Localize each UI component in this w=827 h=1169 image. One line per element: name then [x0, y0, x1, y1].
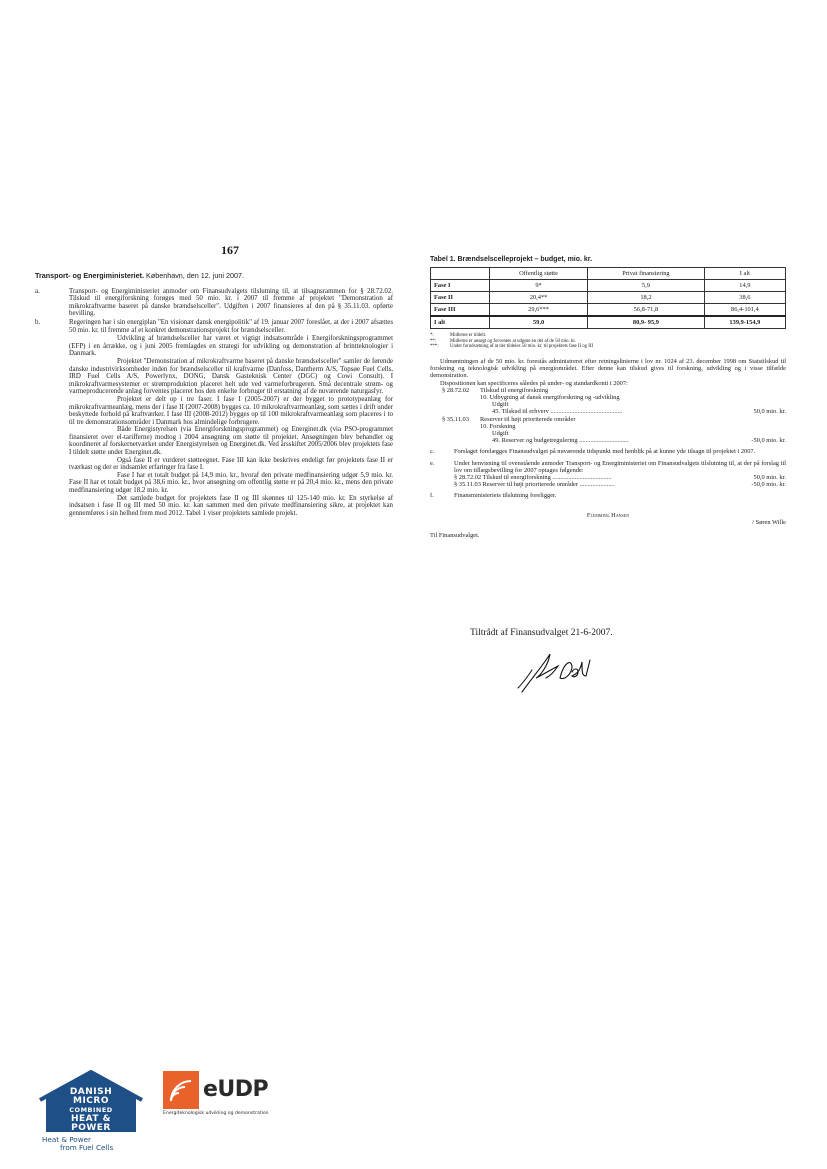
logo-line: POWER [71, 1123, 111, 1133]
tagline-line: from Fuel Cells [60, 1143, 114, 1152]
table-title: Tabel 1. Brændselscelleprojekt – budget, mio. kr. [430, 256, 593, 263]
section-text: Finansministeriets tilslutning foreligger. [454, 492, 557, 500]
paragraph: Fase I har et totalt budget på 14,9 mio. kr., hvoraf den private medfinansiering udgør 5,9 mio. kr. Fase II har et totalt budget på 38,6 mio. kr., hvor ansøgning om offentlig støtte er på 20,4 mio. kr., mens den private medfinansiering udgør 18,2 mio. kr. [69, 471, 393, 495]
ministry-name: Transport- og Energiministeriet. [35, 271, 145, 280]
table-cell: 86,4-101,4 [704, 304, 785, 317]
paragraph: Udvikling af brændselsceller har været et vigtigt indsatsområde i Energiforskningsprogrammet (EFP) i en årrække, og i juni 2005 fremlagdes en strategi for udvikling og demonstration af brintteknologier i Danmark. [69, 335, 393, 358]
section-text: Under henvisning til ovenstående anmoder Transport- og Energiministeriet om Finansudvalgets tilslutning til, at der på forslag til lov om tillægsbevilling for 2007 optages følgende: [454, 459, 786, 474]
section-b [35, 319, 393, 334]
table-cell: 38,6 [704, 292, 785, 304]
note-text: Midlerne er ansøgt og forventes at udgøre en del af de 50 mio. kr. [450, 338, 576, 344]
account-line: 49. Reserver og budgetregulering ............................... [492, 437, 629, 445]
account-code: § 28.72.02 [442, 386, 470, 394]
table-note [430, 344, 786, 350]
note-text: Under forudsætning af at der tildeles 50 mio. kr. til projektets fase II og III [450, 344, 594, 350]
account-desc: Tilskud til energiforskning [480, 386, 549, 394]
table-cell: Fase I [431, 280, 490, 292]
dmchp-wordmark [58, 1088, 124, 1133]
appropriation-amount: -50,0 mio. kr. [751, 481, 786, 489]
table-notes [430, 333, 786, 350]
table-cell: 18,2 [588, 292, 705, 304]
recipient: Til Finansudvalget. [430, 532, 480, 540]
left-column [35, 272, 393, 517]
section-label: a. [35, 287, 40, 295]
table-cell: 56,8-71,8 [588, 304, 705, 317]
appropriation-amount: 50,0 mio. kr. [753, 474, 786, 482]
section-c [430, 448, 786, 455]
logo-line: MICRO [73, 1096, 109, 1106]
section-label: c. [430, 448, 435, 456]
section-label: e. [430, 459, 435, 467]
account-row [442, 416, 786, 423]
right-text [430, 358, 786, 539]
account-udgift: Udgift [492, 430, 509, 438]
section-e [430, 460, 786, 474]
section-text: Transport- og Energiministeriet anmoder om Finansudvalgets tilslutning til, at tilsagnsrammen for § 28.72.02. Tilskud til energiforskning forøges med 50 mio. kr. i 2007 til fremme af projektet "Demonstration af mikrokraftvarme baseret på danske brændselsceller". Udgiften i 2007 finansieres af den på § 35.11.03. opførte bevilling. [69, 287, 393, 318]
table-cell: 14,9 [704, 280, 785, 292]
appropriation-row [454, 474, 786, 481]
table-header: Offentlig støtte [490, 268, 588, 280]
table-cell: Fase III [431, 304, 490, 317]
account-sub: 10. Udbygning af dansk energiforskning og -udvikling [480, 394, 620, 401]
account-line: 45. Tilskud til erhverv ............................................. [492, 408, 623, 416]
appropriation-block [442, 474, 786, 488]
note-mark: ***: [430, 344, 439, 350]
table-row [431, 292, 786, 304]
table-cell: 5,9 [588, 280, 705, 292]
logo-line: DANISH [69, 1087, 113, 1097]
dmchp-tagline [42, 1136, 142, 1152]
section-text: Regeringen har i sin energiplan "En visionær dansk energipolitik" af 19. januar 2007 foreslået, at der i 2007 afsættes 50 mio. kr. til fremme af et konkret demonstrationsprojekt for brændselsceller. [69, 318, 393, 334]
account-sub: 10. Forskning [480, 422, 516, 430]
handwritten-signature [510, 648, 600, 696]
paragraph: Dispositionen kan specificeres således på under- og standardkonti i 2007: [440, 379, 628, 387]
note-text: Midlerne er tildelt. [450, 333, 487, 339]
account-amount: -50,0 mio. kr. [751, 437, 786, 445]
table-cell: 20,4** [490, 292, 588, 304]
table-row [431, 280, 786, 292]
tagline-line: Heat & Power [42, 1135, 91, 1144]
eudp-mark-icon [163, 1071, 199, 1109]
paragraph: Projektet er delt op i tre faser. I fase I (2005-2007) er der bygget to prototypeanlæg for mikrokraftvarmeanlæg, mens der i fase II (2007-2008) bygges ca. 10 mikrokraftvarmeanlæg, som sættes i drift under beskyttede forhold på kraftværker. I fase III (2008-2012) bygges op til 100 mikrokraftvarmeanlæg som placeres i to til tre demonstrationsområder i Danmark hos almindelige forbrugere. [69, 395, 393, 426]
account-amount: 50,0 mio. kr. [753, 408, 786, 416]
section-f [430, 492, 786, 499]
table-total-row [431, 316, 786, 329]
section-label: f. [430, 492, 434, 500]
signer-name: Flemming Hansen [586, 511, 630, 519]
account-block [442, 387, 786, 445]
account-code: § 35.11.03 [442, 415, 469, 423]
note-mark: *: [430, 333, 434, 339]
paragraph: Både Energistyrelsen (via Energiforskningsprogrammet) og Energinet.dk (via PSO-programmet finansieret over el-tarifferne) modtog i 2004 ansøgning om støtte til projektet. Ansøgningen blev behandlet og koordineret af forskernetværket under Energistyrelsen og Energinet.dk. Ved årsskiftet 2005/2006 blev projektets fase I tildelt støtte under Energinet.dk. [69, 426, 393, 457]
budget-table [430, 267, 786, 329]
table-header [431, 268, 490, 280]
table-cell: 139,9-154,9 [704, 316, 785, 329]
eudp-logo [163, 1071, 301, 1121]
table-header: I alt [704, 268, 785, 280]
paragraph: Det samlede budget for projektets fase II og III skønnes til 125-140 mio. kr. En styrkelse af indsatsen i fase II og III med 50 mio. kr. kan sammen med den private medfinansiering sikre, at projektet kan gennemføres i sin helhed frem mod 2012. Tabel 1 viser projektets samlede projekt. [69, 494, 393, 517]
table-cell: Fase II [431, 292, 490, 304]
section-label: b. [35, 318, 41, 326]
account-desc: Reserver til højt prioriterede områder [480, 415, 576, 423]
account-line-row [492, 437, 786, 444]
table-cell: 80,9- 95,9 [588, 316, 705, 329]
appropriation-row [454, 481, 786, 488]
place-date: København, den 12. juni 2007. [146, 271, 244, 280]
table-header-row [431, 268, 786, 280]
right-column [430, 256, 786, 539]
section-a [35, 288, 393, 318]
note-mark: **: [430, 338, 437, 344]
section-text: Forslaget forelægges Finansudvalget på nuværende tidspunkt med henblik på at kunne yde tilsagn til projektet i 2007. [454, 448, 756, 456]
appropriation-line: § 28.72.02 Tilskud til energiforskning ..................................... [454, 474, 612, 482]
eudp-wordmark: eUDP [203, 1077, 269, 1102]
paragraph: Også fase II er vurderet støtteegnet. Fase III kan ikke beskrives endeligt før projektets fase II er tværkast og der er indsamlet erfaringer fra fase I. [69, 456, 393, 472]
paragraph: Projektet "Demonstration af mikrokraftvarme baseret på danske brændselsceller" samler de førende danske industrivirksomheder inden for brændselsceller til kraftvarme (Danfoss, Dantherm A/S, Topsøe Fuel Cells, IRD Fuel Cells A/S, Powerlynx, DONG, Dansk Gasteknisk Center (DGC) og Cowi Consult). I mikrokraftvarmesystemer er strømproduktion placeret helt ude ved varmeforbrugeren. Små decentrale strøm- og varmeproducerende anlæg forventes placeret hos den enkelte forbruger til erstatning af de nuværende naturgasfyr. [69, 357, 393, 396]
table-row [431, 304, 786, 317]
table-cell: 9* [490, 280, 588, 292]
table-cell: 59,0 [490, 316, 588, 329]
document-heading [35, 272, 393, 280]
table-cell: 29,6*** [490, 304, 588, 317]
cosigner-name: / Søren Wille [752, 518, 786, 526]
logo-line: COMBINED [69, 1106, 113, 1114]
table-header: Privat finansiering [588, 268, 705, 280]
appropriation-line: § 35.11.03 Reserver til højt prioriterede områder ...................... [454, 481, 615, 489]
logo-line: HEAT & [70, 1114, 112, 1124]
page-number: 167 [221, 243, 239, 257]
account-line-row [492, 408, 786, 415]
approval-note: Tiltrådt af Finansudvalget 21-6-2007. [470, 628, 613, 638]
eudp-tagline: Energiteknologisk udvikling og demonstration [163, 1111, 269, 1116]
paragraph: Udmøntningen af de 50 mio. kr. forestås administreret efter retningslinierne i lov nr. 1024 af 23. december 1998 om Statstilskud til forskning og teknologisk udvikling på energiområdet. Efter denne kan tilskud gives til forskning, udvikling og i visse tilfælde demonstration. [430, 357, 786, 380]
account-udgift: Udgift [492, 401, 509, 409]
account-row [442, 387, 786, 394]
dmchp-logo [38, 1070, 148, 1154]
table-cell: I alt [431, 316, 490, 329]
